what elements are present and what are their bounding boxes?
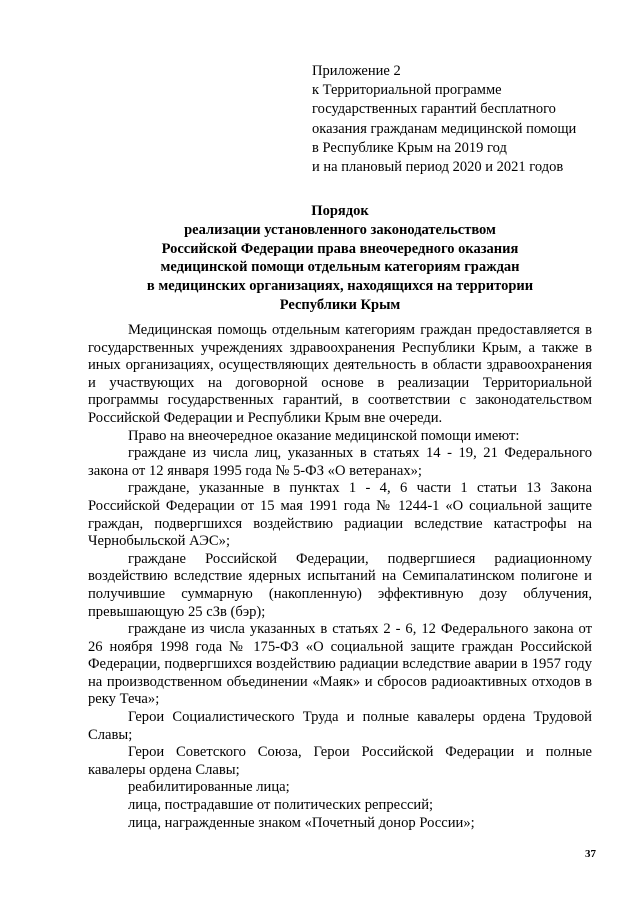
body-paragraph: граждане Российской Федерации, подвергшиеся радиационному воздействию вследствие ядерных испытаний на Семипалатинском полигоне и получившие суммарную (накопленную) эффективную дозу облучения, превышающую 25 сЗв (бэр); xyxy=(88,550,592,620)
title-line: в медицинских организациях, находящихся на территории xyxy=(146,278,534,295)
document-title xyxy=(70,202,610,315)
body-paragraph: лица, награжденные знаком «Почетный донор России»; xyxy=(128,814,475,831)
document-body xyxy=(88,322,592,832)
appendix-line: в Республике Крым на 2019 год xyxy=(312,139,507,156)
title-line: Порядок xyxy=(311,203,369,219)
body-paragraph: Герои Социалистического Труда и полные кавалеры ордена Трудовой Славы; xyxy=(88,709,592,743)
title-line: Республики Крым xyxy=(279,296,401,313)
title-line: медицинской помощи отдельным категориям граждан xyxy=(160,259,520,276)
appendix-line: и на плановый период 2020 и 2021 годов xyxy=(312,159,564,176)
body-paragraph: граждане из числа указанных в статьях 2 - 6, 12 Федерального закона от 26 ноября 1998 года № 175-ФЗ «О социальной защите граждан Российской Федерации, подвергшихся воздействию радиации вследствие аварии в 1957 году на производственном объединении «Маяк» и сбросов радиоактивных отходов в реку Теча»; xyxy=(88,621,592,708)
body-paragraph: реабилитированные лица; xyxy=(128,779,290,796)
appendix-header xyxy=(312,62,632,177)
appendix-line: Приложение 2 xyxy=(312,63,401,79)
body-paragraph: Право на внеочередное оказание медицинской помощи имеют: xyxy=(128,427,520,444)
title-line: реализации установленного законодательством xyxy=(184,221,496,238)
body-paragraph: лица, пострадавшие от политических репрессий; xyxy=(128,797,434,814)
body-paragraph: граждане, указанные в пунктах 1 - 4, 6 части 1 статьи 13 Закона Российской Федерации от 15 мая 1991 года № 1244-1 «О социальной защите граждан, подвергшихся воздействию радиации вследствие катастрофы на Чернобыльской АЭС»; xyxy=(88,480,592,550)
body-paragraph: Герои Советского Союза, Герои Российской Федерации и полные кавалеры ордена Славы; xyxy=(88,744,592,778)
appendix-line: государственных гарантий бесплатного xyxy=(312,101,556,118)
title-line: Российской Федерации права внеочередного оказания xyxy=(161,240,519,257)
appendix-line: оказания гражданам медицинской помощи xyxy=(312,120,577,137)
body-paragraph: Медицинская помощь отдельным категориям граждан предоставляется в государственных учреждениях здравоохранения Республики Крым, а также в иных организациях, осуществляющих деятельность в области здравоохранения и участвующих на договорной основе в реализации Территориальной программы государственных гарантий, в соответствии с законодательством Российской Федерации и Республики Крым вне очереди. xyxy=(88,322,592,426)
page-number: 37 xyxy=(585,848,596,860)
body-paragraph: граждане из числа лиц, указанных в статьях 14 - 19, 21 Федерального закона от 12 января 1995 года № 5-ФЗ «О ветеранах»; xyxy=(88,445,592,479)
appendix-line: к Территориальной программе xyxy=(312,82,502,99)
